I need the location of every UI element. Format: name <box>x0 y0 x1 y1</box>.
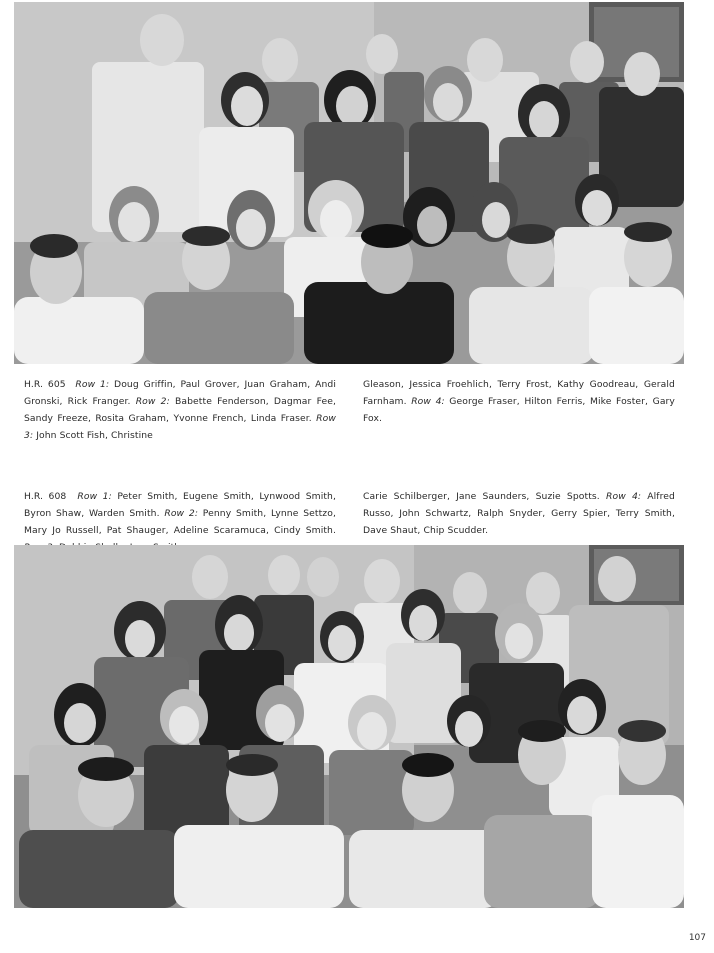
row-names: George Fraser, Hilton Ferris, Mike Foster, Gary Fox. <box>363 396 675 424</box>
row-label: Row 1: <box>75 379 110 390</box>
row-label: Row 4: <box>605 491 642 502</box>
caption-hr605-right <box>363 376 675 427</box>
row-names: Gleason, Jessica Froehlich, Terry Frost, Kathy Goodreau, Gerald Farnham. <box>363 379 675 407</box>
row-label: Row 2: <box>164 508 199 519</box>
row-names: Doug Griffin, Paul Grover, Juan Graham, Andi Gronski, Rick Franger. <box>24 379 336 407</box>
row-label: Row 2: <box>135 396 170 407</box>
homeroom-label: H.R. 605 <box>24 379 66 390</box>
row-label: Row 3: <box>24 413 336 441</box>
row-names: Peter Smith, Eugene Smith, Lynwood Smith, Byron Shaw, Warden Smith. <box>24 491 336 519</box>
class-photo-hr605 <box>14 2 684 364</box>
class-photo-hr608 <box>14 545 684 908</box>
row-names: Babette Fenderson, Dagmar Fee, Sandy Freeze, Rosita Graham, Yvonne French, Linda Fraser. <box>24 396 336 424</box>
photo-hr608-illustration <box>14 545 684 908</box>
page-number: 107 <box>688 933 706 943</box>
caption-hr608-right <box>363 488 675 539</box>
photo-hr605-illustration <box>14 2 684 364</box>
row-names: Carie Schilberger, Jane Saunders, Suzie Spotts. <box>363 491 600 502</box>
homeroom-label: H.R. 608 <box>24 491 67 502</box>
caption-hr605-left <box>24 376 336 444</box>
row-label: Row 4: <box>411 396 445 407</box>
row-names: Penny Smith, Lynne Settzo, Mary Jo Russell, Pat Shauger, Adeline Scaramuca, Cindy Smith. <box>24 508 336 536</box>
row-names: John Scott Fish, Christine <box>36 430 153 441</box>
row-label: Row 1: <box>77 491 112 502</box>
row-names: Alfred Russo, John Schwartz, Ralph Snyder, Gerry Spier, Terry Smith, Dave Shaut, Chip Scudder. <box>363 491 675 536</box>
